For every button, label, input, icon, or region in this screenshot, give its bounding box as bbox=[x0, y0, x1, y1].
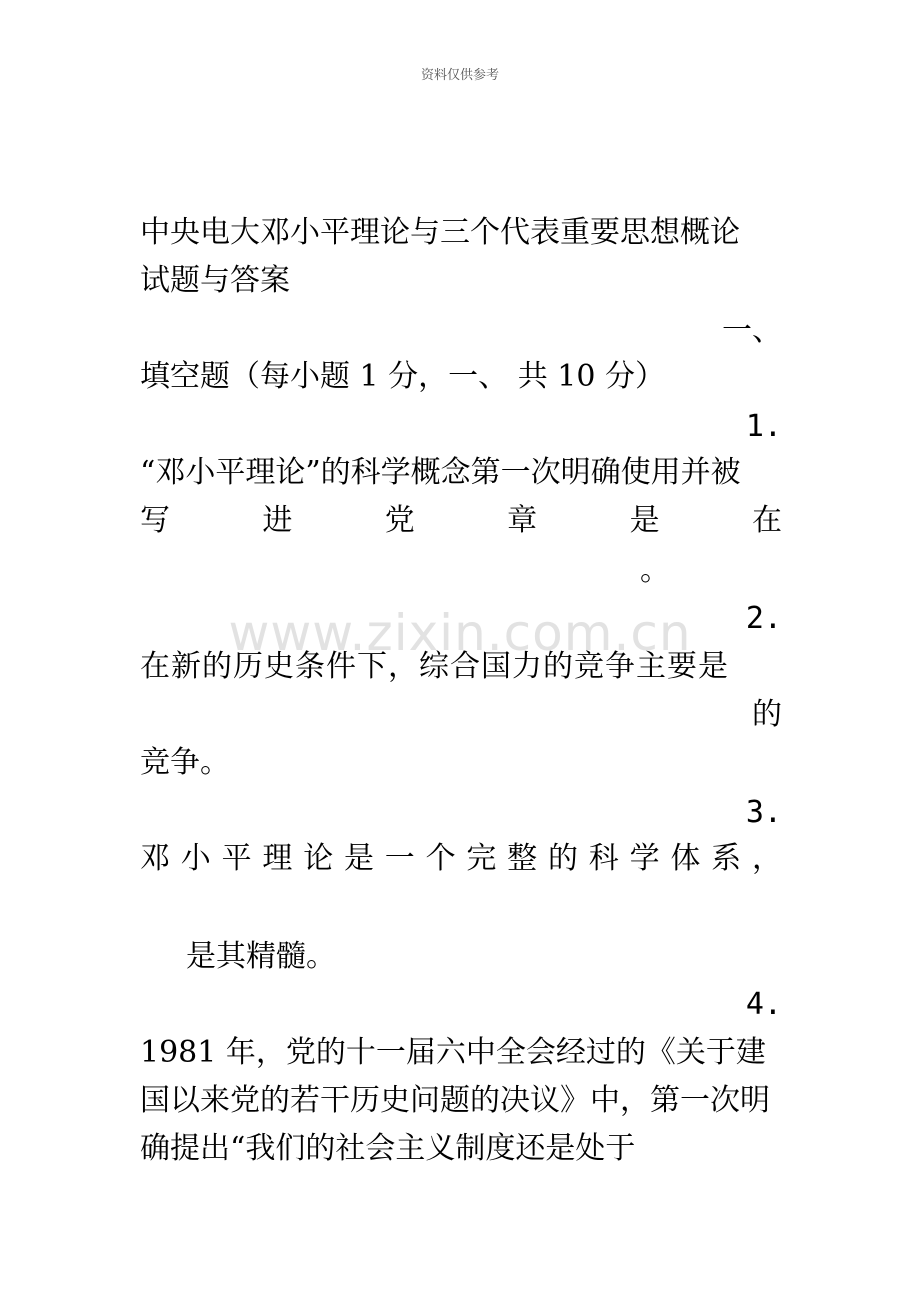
q1-char: 是 bbox=[629, 503, 660, 538]
question-3-line-1 bbox=[140, 838, 782, 880]
question-2-number: 2. bbox=[745, 601, 782, 636]
q3-char: 是 bbox=[343, 841, 374, 876]
q3-char: 一 bbox=[384, 841, 415, 876]
section-number: 一、 bbox=[722, 313, 782, 348]
q3-char: 完 bbox=[466, 841, 497, 876]
q3-char: 个 bbox=[425, 841, 456, 876]
doc-title-line-2: 试题与答案 bbox=[140, 263, 290, 298]
q1-char: 写 bbox=[140, 503, 170, 538]
q1-char: 在 bbox=[751, 503, 782, 538]
q3-char: 科 bbox=[588, 841, 619, 876]
header-note: 资料仅供参考 bbox=[420, 68, 499, 83]
watermark: www.zixin.com.cn bbox=[228, 604, 692, 662]
question-3-line-2: 是其精髓。 bbox=[186, 939, 336, 974]
q3-char: 理 bbox=[262, 841, 293, 876]
question-4-line-2: 国以来党的若干历史问题的决议》中，第一次明 bbox=[140, 1083, 770, 1118]
question-2-line-2: 的 bbox=[752, 697, 782, 732]
q3-char: 小 bbox=[180, 841, 211, 876]
q1-char: 党 bbox=[384, 503, 415, 538]
q3-char: ， bbox=[751, 841, 782, 876]
q1-char: 章 bbox=[507, 503, 538, 538]
section-heading: 填空题（每小题 1 分，一、 共 10 分） bbox=[140, 359, 665, 394]
question-1-line-1: “邓小平理论”的科学概念第一次明确使用并被 bbox=[140, 455, 741, 490]
question-1-line-2 bbox=[140, 500, 782, 542]
q3-char: 邓 bbox=[140, 841, 170, 876]
q3-char: 学 bbox=[629, 841, 660, 876]
doc-title-line-1: 中央电大邓小平理论与三个代表重要思想概论 bbox=[140, 215, 740, 250]
q3-char: 系 bbox=[711, 841, 742, 876]
question-4-line-3: 确提出“我们的社会主义制度还是处于 bbox=[140, 1131, 636, 1166]
q3-char: 论 bbox=[303, 841, 334, 876]
q3-char: 的 bbox=[547, 841, 578, 876]
question-2-line-1: 在新的历史条件下，综合国力的竞争主要是 bbox=[140, 649, 729, 684]
q1-char: 进 bbox=[262, 503, 293, 538]
q3-char: 平 bbox=[221, 841, 252, 876]
question-4-line-1: 1981 年，党的十一届六中全会经过的《关于建 bbox=[140, 1035, 766, 1070]
question-1-blank-end: 。 bbox=[640, 553, 670, 588]
question-4-number: 4. bbox=[745, 987, 782, 1022]
question-3-number: 3. bbox=[745, 795, 782, 830]
question-2-line-3: 竞争。 bbox=[140, 745, 230, 780]
q3-char: 整 bbox=[507, 841, 538, 876]
question-1-number: 1. bbox=[745, 409, 782, 444]
q3-char: 体 bbox=[670, 841, 701, 876]
